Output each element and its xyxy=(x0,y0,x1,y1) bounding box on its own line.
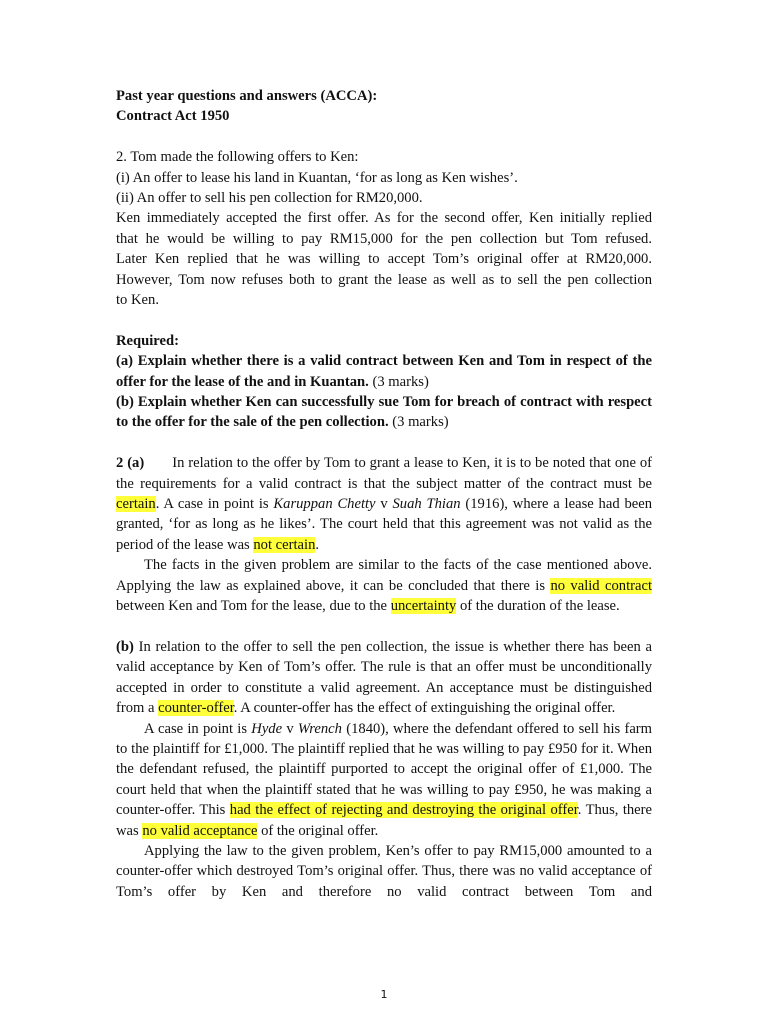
required-heading: Required: xyxy=(116,332,179,349)
answer-b-label: (b) xyxy=(116,638,134,655)
case-name: Wrench xyxy=(297,720,342,737)
question-body-line: Ken immediately accepted the first offer. As for the second offer, Ken initially replied xyxy=(116,210,652,227)
doc-title: Past year questions and answers (ACCA): xyxy=(116,88,378,104)
answer-a-label: 2 (a) xyxy=(116,455,145,472)
question-body-line: to Ken. xyxy=(116,292,159,309)
required-b-text: (b) Explain whether Ken can successfully sue Tom for breach of contract with respect to the offer for the sale of the pen collection. xyxy=(116,394,652,431)
question-offer-2: (ii) An offer to sell his pen collection for RM20,000. xyxy=(116,190,423,207)
question-body-line: However, Tom now refuses both to grant the lease as well as to sell the pen collection xyxy=(116,271,652,288)
highlight-rejecting: had the effect of rejecting and destroying the original offer xyxy=(229,802,578,819)
required-part-a xyxy=(116,351,652,392)
highlight-counter-offer: counter-offer xyxy=(158,700,234,717)
required-part-b xyxy=(116,392,652,433)
required-a-text: (a) Explain whether there is a valid contract between Ken and Tom in respect of the offer for the lease of the and in Kuantan. xyxy=(116,353,652,390)
highlight-uncertainty: uncertainty xyxy=(390,598,457,615)
answer-b-paragraph-2: A case in point is Hyde v Wrench (1840), where the defendant offered to sell his farm to the plaintiff for £1,000. The plaintiff replied that he was willing to pay £950 for it. When the defendant refused, the plaintiff purported to accept the original offer of £1,000. The court held that when the plaintiff stated that he was willing to pay £950, he was making a counter-offer. This had the effect of rejecting and destroying the original offer. Thus, there was no valid acceptance of the original offer. xyxy=(116,720,653,839)
answer-a-paragraph-1: 2 (a) In relation to the offer by Tom to grant a lease to Ken, it is to be noted that one of the requirements for a valid contract is that the subject matter of the contract must be certain. A case in point is Karuppan Chetty v Suah Thian (1916), where a lease had been granted, ‘for as long as he likes’. The court held that this agreement was not valid as the period of the lease was not certain. xyxy=(116,455,652,553)
question-body-line: Later Ken replied that he was willing to accept Tom’s original offer at RM20,000. xyxy=(116,251,652,268)
answer-b-paragraph-3: Applying the law to the given problem, Ken’s offer to pay RM15,000 amounted to a counter-offer which destroyed Tom’s original offer. Thus, there was no valid acceptance of Tom’s offer by Ken and therefore no valid contract between Tom and xyxy=(116,842,652,900)
case-name: Hyde xyxy=(251,720,283,737)
answer-a-paragraph-2: The facts in the given problem are similar to the facts of the case mentioned above. Applying the law as explained above, it can be concluded that there is no valid contract between Ken and Tom for the lease, due to the uncertainty of the duration of the lease. xyxy=(116,557,652,615)
case-name: Suah Thian xyxy=(392,496,461,513)
case-name: Karuppan Chetty xyxy=(273,496,376,513)
question-body-line: that he would be willing to pay RM15,000 for the pen collection but Tom refused. xyxy=(116,230,652,247)
question-offer-1: (i) An offer to lease his land in Kuantan, ‘for as long as Ken wishes’. xyxy=(116,169,518,186)
required-b-marks: (3 marks) xyxy=(388,414,449,431)
page-number: 1 xyxy=(380,988,388,1001)
doc-subtitle: Contract Act 1950 xyxy=(116,108,230,125)
document-page xyxy=(116,86,652,902)
highlight-no-valid-contract: no valid contract xyxy=(550,577,652,594)
highlight-certain: certain xyxy=(116,496,156,513)
question-intro: 2. Tom made the following offers to Ken: xyxy=(116,149,359,166)
required-a-marks: (3 marks) xyxy=(368,373,429,390)
highlight-no-valid-acceptance: no valid acceptance xyxy=(142,822,258,839)
answer-b-paragraph-1: (b) In relation to the offer to sell the pen collection, the issue is whether there has been a valid acceptance by Ken of Tom’s offer. The rule is that an offer must be unconditionally accepted in order to constitute a valid agreement. An acceptance must be distinguished from a counter-offer. A counter-offer has the effect of extinguishing the original offer. xyxy=(116,638,652,717)
highlight-not-certain: not certain xyxy=(253,536,316,553)
